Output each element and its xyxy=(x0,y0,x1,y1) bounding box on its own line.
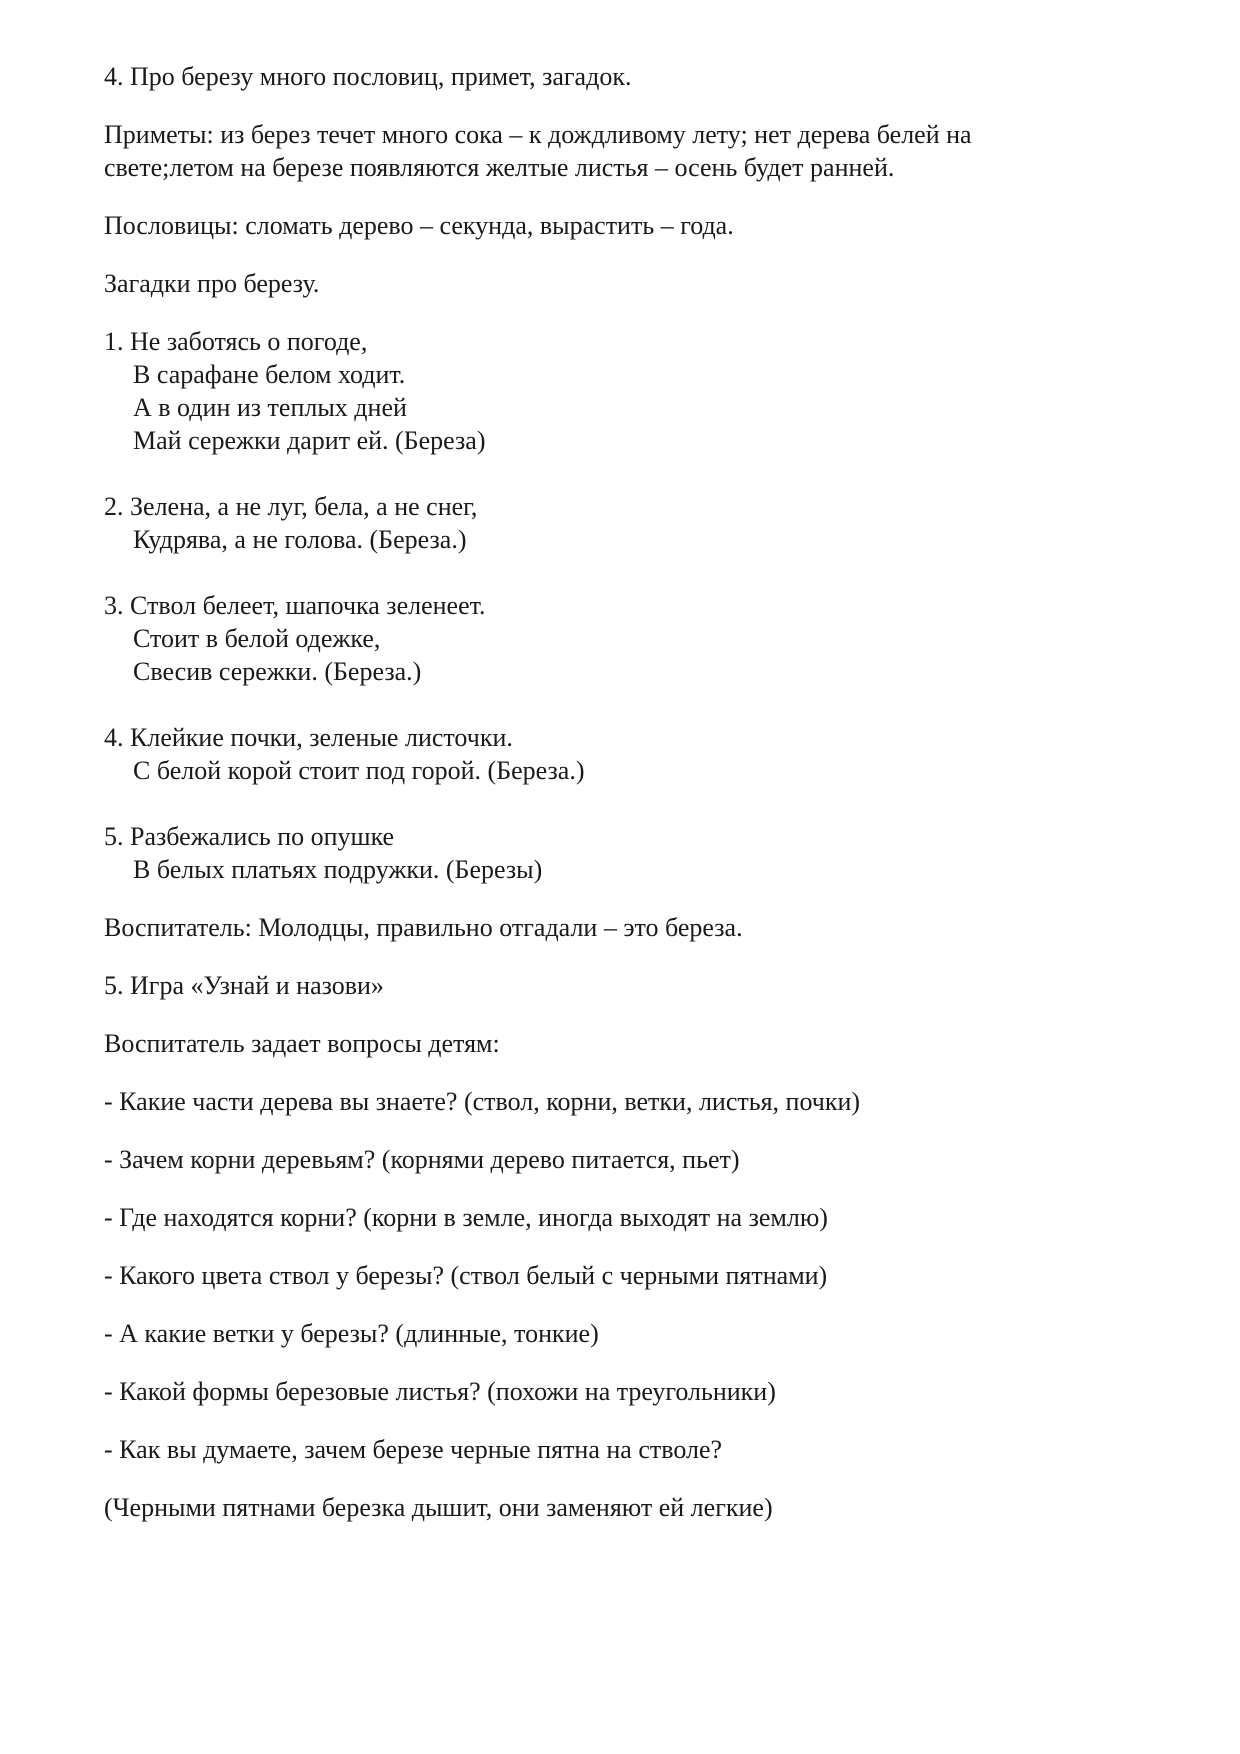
question-item: - Зачем корни деревьям? (корнями дерево питается, пьет) xyxy=(104,1145,740,1174)
riddle-line: 4. Клейкие почки, зеленые листочки. xyxy=(104,723,513,752)
question-item: - А какие ветки у березы? (длинные, тонкие) xyxy=(104,1319,599,1348)
riddle-line: 5. Разбежались по опушке xyxy=(104,822,395,851)
riddle-line: 3. Ствол белеет, шапочка зеленеет. xyxy=(104,591,486,620)
question-item: - Как вы думаете, зачем березе черные пятна на стволе? xyxy=(104,1435,723,1464)
answer-paragraph: (Черными пятнами березка дышит, они заменяют ей легкие) xyxy=(104,1493,773,1522)
riddle-line: 2. Зелена, а не луг, бела, а не снег, xyxy=(104,492,478,521)
teacher-praise: Воспитатель: Молодцы, правильно отгадали – это береза. xyxy=(104,913,743,942)
riddle-line: Май сережки дарит ей. (Береза) xyxy=(133,426,486,455)
question-item: - Какого цвета ствол у березы? (ствол белый с черными пятнами) xyxy=(104,1261,828,1290)
riddle-4 xyxy=(104,721,1144,787)
riddle-line: Свесив сережки. (Береза.) xyxy=(133,657,422,686)
riddle-2 xyxy=(104,490,1144,556)
section-4-heading: 4. Про березу много пословиц, примет, загадок. xyxy=(104,62,632,91)
riddle-1 xyxy=(104,325,1144,457)
riddles-title: Загадки про березу. xyxy=(104,269,320,298)
question-item: - Какие части дерева вы знаете? (ствол, корни, ветки, листья, почки) xyxy=(104,1087,861,1116)
riddle-line: С белой корой стоит под горой. (Береза.) xyxy=(133,756,585,785)
section-5-intro: Воспитатель задает вопросы детям: xyxy=(104,1029,500,1058)
riddle-line: В белых платьях подружки. (Березы) xyxy=(133,855,543,884)
section-5-heading: 5. Игра «Узнай и назови» xyxy=(104,971,384,1000)
riddle-line: 1. Не заботясь о погоде, xyxy=(104,327,368,356)
document-page xyxy=(104,60,1144,1549)
omens-paragraph: Приметы: из берез течет много сока – к дождливому лету; нет дерева белей на свете;летом на березе появляются желтые листья – осень будет ранней. xyxy=(104,120,972,182)
question-item: - Какой формы березовые листья? (похожи на треугольники) xyxy=(104,1377,776,1406)
riddle-line: А в один из теплых дней xyxy=(133,393,407,422)
riddle-5 xyxy=(104,820,1144,886)
riddle-line: Кудрява, а не голова. (Береза.) xyxy=(133,525,467,554)
proverbs-paragraph: Пословицы: сломать дерево – секунда, вырастить – года. xyxy=(104,211,734,240)
riddle-line: В сарафане белом ходит. xyxy=(133,360,406,389)
riddle-3 xyxy=(104,589,1144,688)
riddle-line: Стоит в белой одежке, xyxy=(133,624,381,653)
question-item: - Где находятся корни? (корни в земле, иногда выходят на землю) xyxy=(104,1203,828,1232)
